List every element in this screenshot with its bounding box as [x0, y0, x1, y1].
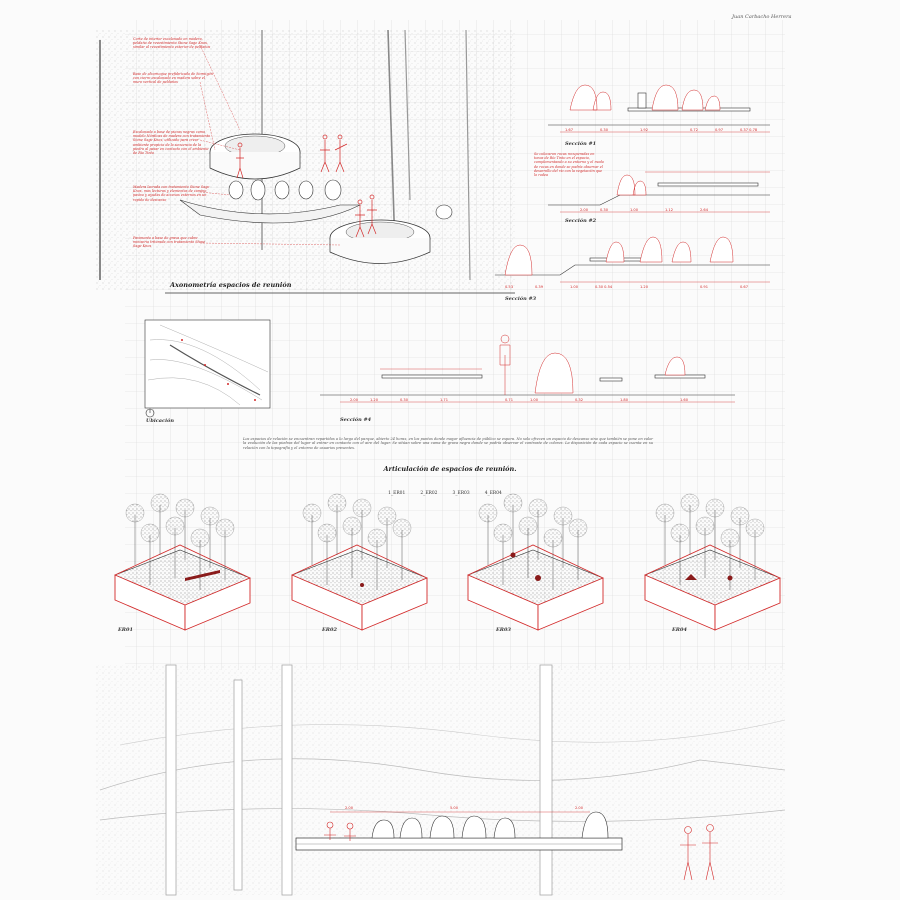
dimension-label: 2.00 [575, 806, 584, 810]
dimension-label: 0.30 [600, 128, 609, 132]
dimension-label: 1.00 [570, 285, 579, 289]
dimension-label: 1.67 [565, 128, 574, 132]
axo-note-2: Base de alcornoque prefabricado de hormigón con cierre escalonado en madera sobre el muro vertical de peldaños [133, 72, 213, 85]
dimension-label: 1.20 [370, 398, 379, 402]
dimension-label: 1.60 [680, 398, 689, 402]
author-name: Juan Carbacho Herrera [732, 14, 792, 20]
dimension-label: 1.00 [530, 398, 539, 402]
articulation-title: Articulación de espacios de reunión. [383, 465, 517, 473]
dimension-label: 0.67 [740, 285, 749, 289]
dimension-label: 0.37 0.78 [740, 128, 758, 132]
legend-item: 3_ER03 [452, 491, 470, 496]
dimension-label: 0.71 [505, 398, 514, 402]
block-label-er04: ER04 [672, 627, 687, 633]
dimension-label: 0.91 [700, 285, 709, 289]
block-label-er03: ER03 [496, 627, 511, 633]
section-2-label: Sección #2 [565, 218, 597, 224]
dimension-label: 0.72 [690, 128, 699, 132]
section-1-label: Sección #1 [565, 141, 597, 147]
dimension-label: 1.71 [440, 398, 449, 402]
axo-note-5: Pavimento a base de grava que cubre miniseria triturada con tratamiento Stone Sage Knox [133, 236, 206, 249]
block-label-er01: ER01 [118, 627, 133, 633]
dimension-label: 2.64 [700, 208, 709, 212]
axonometry-title: Axonometría espacios de reunión [170, 281, 292, 289]
articulation-legend [0, 479, 900, 498]
legend-item: 2_ER02 [420, 491, 438, 496]
dimension-label: 0.30 0.54 [595, 285, 613, 289]
description-paragraph: Los espacios de relación se encuentran repartidos a lo largo del parque, abierto 24 horas, en los puntos donde mayor afluencia de público se espera. No solo ofrecen un espacio de descanso sino que también se pone en valor la evolución de las piedras del lugar al entrar en contacto con el aire del lugar. Se sitúan sobre una cama de grava negra donde se podría observar el contraste de colores. La disposición de cada espacio se cuenta en su relación con la topografía y el entorno de usuarios presentes. [243, 437, 653, 450]
dimension-label: 0.32 [575, 398, 584, 402]
section-3-label: Sección #3 [505, 296, 537, 302]
dimension-label: 1.92 [640, 128, 649, 132]
dimension-label: 2.00 [350, 398, 359, 402]
section-4-label: Sección #4 [340, 417, 372, 423]
dimension-label: 0.39 [535, 285, 544, 289]
block-label-er02: ER02 [322, 627, 337, 633]
dimension-label: 0.30 [400, 398, 409, 402]
dimension-label: 0.30 [600, 208, 609, 212]
dimension-label: 2.00 [580, 208, 589, 212]
legend-item: 4_ER04 [484, 491, 502, 496]
panorama-drawing [95, 665, 785, 895]
axo-note-4: Madera lacrada con tratamiento Stone Sage Knox, mas lecturas y elementos de camino pasivo y ayudas de accesos externos en un rapido de descanso [133, 185, 210, 202]
location-label: Ubicación [146, 418, 174, 424]
axo-note-1: Corte de interior escalonado en madera, peldaño de revestimiento Stone Sage Knox, similar al revestimiento exterior de peldaños [133, 37, 211, 50]
axo-note-3: Escalonada a base de piezas negras como modelo Nórdicas de madera con tratamiento Stone Sage Knox, utilizado para crear ambiente propicio de la secuencia de la piedra al pasar en contacto con el ambiente de Río Tinto [133, 130, 211, 156]
dimension-label: 2.00 [345, 806, 354, 810]
dimension-label: 1.12 [665, 208, 674, 212]
dimension-label: 1.00 [630, 208, 639, 212]
section-2-note: Se colocaron rocas recuperadas en tonos de Río Tinto en el espacio, complementando a su entorno y el modo de rocas en donde se podría observar el desarrollo del río con la vegetación que lo rodea [534, 152, 604, 178]
location-map [145, 320, 270, 417]
dimension-label: 0.97 [715, 128, 724, 132]
dimension-label: 0.53 [505, 285, 514, 289]
legend-item: 1_ER01 [388, 491, 406, 496]
dimension-label: 1.80 [620, 398, 629, 402]
dimension-label: 5.00 [450, 806, 459, 810]
axonometry-drawing [95, 30, 515, 293]
dimension-label: 1.20 [640, 285, 649, 289]
